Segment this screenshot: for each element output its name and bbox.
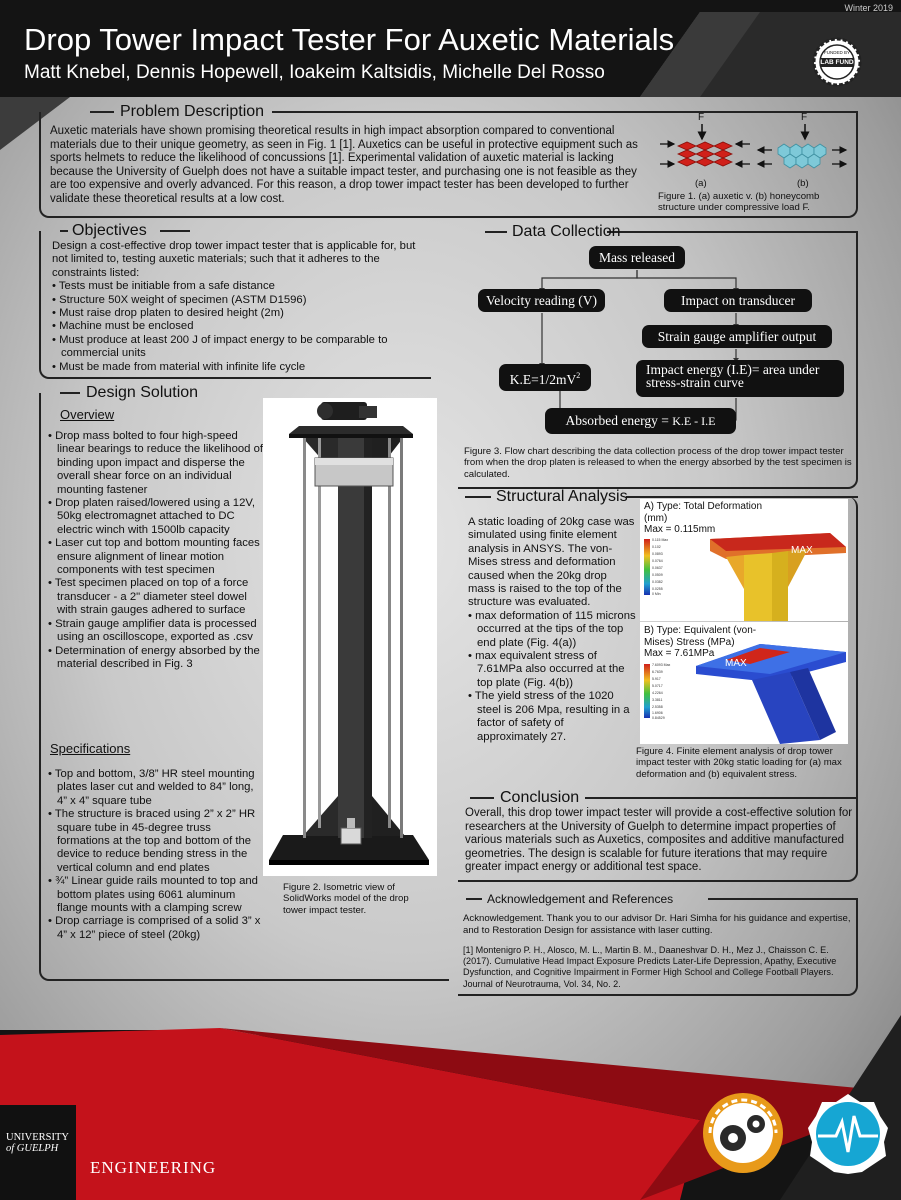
data-collection-title: Data Collection bbox=[512, 223, 621, 240]
figure-1-auxetic-honeycomb bbox=[660, 114, 856, 194]
fig3-caption: Figure 3. Flow chart describing the data collection process of the drop tower impact tester from when the drop platen is released to when the energy absorbed by the test specimen is calculated. bbox=[464, 446, 852, 480]
lab-fund-text: LAB FUND bbox=[820, 59, 854, 66]
ie-line-1: Impact energy (I.E)= area under bbox=[646, 362, 820, 377]
figure-2-drop-tower-model bbox=[263, 398, 437, 876]
reference-text: [1] Montenigro P. H., Alosco, M. L., Martin B. M., Daaneshvar D. H., Mez J., Chaisson C. E. (2017). Cumulative Head Impact Exposure Predicts Later-Life Depression, Apathy, Executive Dysfunction, and Cognitive Impairment in Former High School and College Football Players. Journal of Neurotrauma, Vol. 34, No. 2. bbox=[463, 945, 837, 989]
objective-item: • Tests must be initiable from a safe distance bbox=[52, 280, 430, 293]
conclusion-text: Overall, this drop tower impact tester will provide a cost-effective solution for researchers at the University of Guelph to determine impact properties of various materials such as Auxetics, composites and additive manufactured geometries. The design is scalable for future iterations that may require greater impact energy or additional test space. bbox=[465, 807, 853, 874]
structural-item: • The yield stress of the 1020 steel is 206 Mpa, resulting in a factor of safety of approximately 27. bbox=[468, 690, 636, 744]
structural-content bbox=[468, 516, 636, 744]
overview-item: • Test specimen placed on top of a force transducer - a 2" diameter steel dowel with strain gauges adhered to surface bbox=[48, 577, 263, 617]
problem-text: Auxetic materials have shown promising theoretical results in high impact absorption compared to conventional materials due to their unique geometry, as seen in Fig. 1 [1]. Auxetics can be useful in protective equipment such as sports helmets to reduce the likelihood of concussions [1]. Experimental validation of auxetic material is lacking because the University of Guelph does not have a suitable impact tester, and purchasing one is not feasible as they are too expensive and overly advanced. For this reason, a drop tower impact tester has been developed to further validate these theoretical results at a low cost. bbox=[50, 125, 638, 205]
svg-text:0.0255: 0.0255 bbox=[652, 587, 663, 591]
spec-item: • ¾” Linear guide rails mounted to top and bottom plates using 6061 aluminum flange mounts with a clamping screw bbox=[48, 875, 266, 915]
structural-title: Structural Analysis bbox=[496, 488, 628, 505]
fig1-label-a: (a) bbox=[695, 178, 707, 189]
spec-list-container bbox=[48, 768, 266, 942]
gear-icon bbox=[700, 1090, 786, 1176]
authors: Matt Knebel, Dennis Hopewell, Ioakeim Kaltsidis, Michelle Del Rosso bbox=[24, 62, 605, 83]
acknowledgement-text: Acknowledgement. Thank you to our advisor Dr. Hari Simha for his guidance and expertise, and to Restoration Design for assistance with laser cutting. bbox=[463, 913, 851, 936]
flow-node-strain-gauge: Strain gauge amplifier output bbox=[642, 325, 832, 348]
fea-b-max-label: MAX bbox=[725, 658, 747, 669]
acknowledgement-title: Acknowledgement and References bbox=[487, 892, 674, 906]
overview-item: • Laser cut top and bottom mounting faces ensure alignment of linear motion components with test specimen bbox=[48, 537, 263, 577]
spec-item: • The structure is braced using 2” x 2” HR square tube in 45-degree truss formations at the top and bottom of the device to reduce bending stress in the vertical column and end plates bbox=[48, 808, 266, 875]
fea-a-title: A) Type: Total Deformation (mm) bbox=[644, 501, 763, 524]
fig1-force-b: F bbox=[801, 112, 808, 123]
fea-a-max: Max = 0.115mm bbox=[644, 524, 716, 535]
svg-text:0.0509: 0.0509 bbox=[652, 573, 663, 577]
overview-title: Overview bbox=[60, 407, 115, 422]
svg-text:0.0764: 0.0764 bbox=[652, 559, 663, 563]
ke-exponent: 2 bbox=[576, 371, 581, 380]
structural-item: • max equivalent stress of 7.61MPa also occurred at the top plate (Fig. 4(b)) bbox=[468, 650, 636, 690]
absorbed-label: Absorbed energy = bbox=[565, 413, 673, 428]
objective-item: • Must raise drop platen to desired height (2m) bbox=[52, 307, 430, 320]
fig4-caption: Figure 4. Finite element analysis of drop tower impact tester with 20kg static loading for (a) max deformation and (b) equivalent stress. bbox=[636, 746, 842, 780]
university-line-2: of GUELPH bbox=[6, 1142, 59, 1154]
fea-b-max: Max = 7.61MPa bbox=[644, 648, 715, 659]
svg-text:1.6906: 1.6906 bbox=[652, 711, 663, 715]
lab-fund-top-text: FUNDED BY bbox=[823, 50, 850, 55]
objectives-content bbox=[52, 240, 430, 374]
flow-node-absorbed-energy bbox=[545, 408, 736, 434]
svg-text:5.0717: 5.0717 bbox=[652, 684, 663, 688]
flow-node-impact-energy bbox=[636, 360, 844, 397]
svg-text:0.115 Max: 0.115 Max bbox=[652, 538, 669, 542]
university-line-1: UNIVERSITY bbox=[6, 1132, 69, 1143]
svg-text:0.84529: 0.84529 bbox=[652, 716, 665, 720]
svg-text:0.0637: 0.0637 bbox=[652, 566, 663, 570]
svg-text:0.102: 0.102 bbox=[652, 545, 661, 549]
date-label: Winter 2019 bbox=[844, 3, 893, 13]
structural-item: • max deformation of 115 microns occurred at the tips of the top end plate (Fig. 4(a)) bbox=[468, 610, 636, 650]
flow-node-kinetic-energy bbox=[499, 364, 591, 391]
ie-line-2: stress-strain curve bbox=[646, 375, 744, 390]
svg-text:6.7639: 6.7639 bbox=[652, 670, 663, 674]
ke-formula: K.E=1/2mV bbox=[509, 372, 577, 387]
structural-intro: A static loading of 20kg case was simulated using finite element analysis in ANSYS. The von-Mises stress and deformation caused when the 20kg drop mass is raised to the top of the structure was evaluated. bbox=[468, 516, 635, 609]
fea-deformation-image bbox=[640, 499, 848, 621]
flow-node-mass-released: Mass released bbox=[589, 246, 685, 269]
problem-title: Problem Description bbox=[120, 103, 265, 120]
engineering-label: ENGINEERING bbox=[90, 1158, 217, 1177]
fig1-force-a: F bbox=[698, 112, 705, 123]
fea-stress-image bbox=[640, 622, 848, 744]
svg-text:4.2264: 4.2264 bbox=[652, 691, 663, 695]
fea-a-max-label: MAX bbox=[791, 545, 813, 556]
svg-text:5.917: 5.917 bbox=[652, 677, 661, 681]
objectives-title: Objectives bbox=[72, 222, 147, 239]
lab-fund-badge bbox=[812, 37, 862, 87]
absorbed-formula: K.E - I.E bbox=[672, 414, 716, 428]
poster-title: Drop Tower Impact Tester For Auxetic Materials bbox=[24, 22, 675, 57]
specifications-title: Specifications bbox=[50, 741, 131, 756]
overview-item: • Drop mass bolted to four high-speed linear bearings to reduce the likelihood of binding upon impact and disperse the overall shear force on an individual mounting fastener bbox=[48, 430, 263, 497]
fig1-caption: Figure 1. (a) auxetic v. (b) honeycomb structure under compressive load F. bbox=[658, 191, 820, 214]
overview-list-container bbox=[48, 430, 263, 671]
overview-item: • Determination of energy absorbed by the material described in Fig. 3 bbox=[48, 645, 263, 672]
overview-item: • Strain gauge amplifier data is processed using an oscilloscope, exported as .csv bbox=[48, 618, 263, 645]
heartbeat-logo-icon bbox=[806, 1092, 890, 1176]
design-title: Design Solution bbox=[86, 384, 199, 401]
overview-item: • Drop platen raised/lowered using a 12V, 50kg electromagnet attached to DC electric winch with 1500lb capacity bbox=[48, 497, 263, 537]
objective-item: • Must produce at least 200 J of impact energy to be comparable to commercial units bbox=[52, 334, 430, 361]
flow-node-impact: Impact on transducer bbox=[664, 289, 812, 312]
heartbeat-icon bbox=[806, 1092, 890, 1176]
drop-tower-illustration bbox=[263, 398, 437, 876]
fea-b-title: B) Type: Equivalent (von-Mises) Stress (MPa) bbox=[644, 625, 757, 648]
objective-item: • Machine must be enclosed bbox=[52, 320, 430, 333]
svg-text:0.0893: 0.0893 bbox=[652, 552, 663, 556]
flow-node-velocity: Velocity reading (V) bbox=[478, 289, 605, 312]
svg-text:0 Min: 0 Min bbox=[652, 592, 661, 596]
svg-text:2.5358: 2.5358 bbox=[652, 705, 663, 709]
spec-item: • Drop carriage is comprised of a solid 3” x 4” x 12” piece of steel (20kg) bbox=[48, 915, 266, 942]
objective-item: • Must be made from material with infinite life cycle bbox=[52, 361, 430, 374]
objectives-intro: Design a cost-effective drop tower impact tester that is applicable for, but not limited to, testing auxetic materials; such that it adheres to the constraints listed: bbox=[52, 240, 416, 279]
gear-logo-icon bbox=[700, 1090, 786, 1176]
fig2-caption: Figure 2. Isometric view of SolidWorks model of the drop tower impact tester. bbox=[283, 882, 409, 916]
svg-text:7.6093 Max: 7.6093 Max bbox=[652, 663, 671, 667]
auxetic-vs-honeycomb-diagram bbox=[660, 114, 856, 194]
spec-item: • Top and bottom, 3/8” HR steel mounting plates laser cut and welded to 84” long, 4” x 4” square tube bbox=[48, 768, 266, 808]
svg-text:3.3811: 3.3811 bbox=[652, 698, 663, 702]
objective-item: • Structure 50X weight of specimen (ASTM D1596) bbox=[52, 294, 430, 307]
university-logo bbox=[6, 1133, 69, 1154]
fig1-label-b: (b) bbox=[797, 178, 809, 189]
conclusion-title: Conclusion bbox=[500, 789, 580, 806]
svg-text:0.0382: 0.0382 bbox=[652, 580, 663, 584]
